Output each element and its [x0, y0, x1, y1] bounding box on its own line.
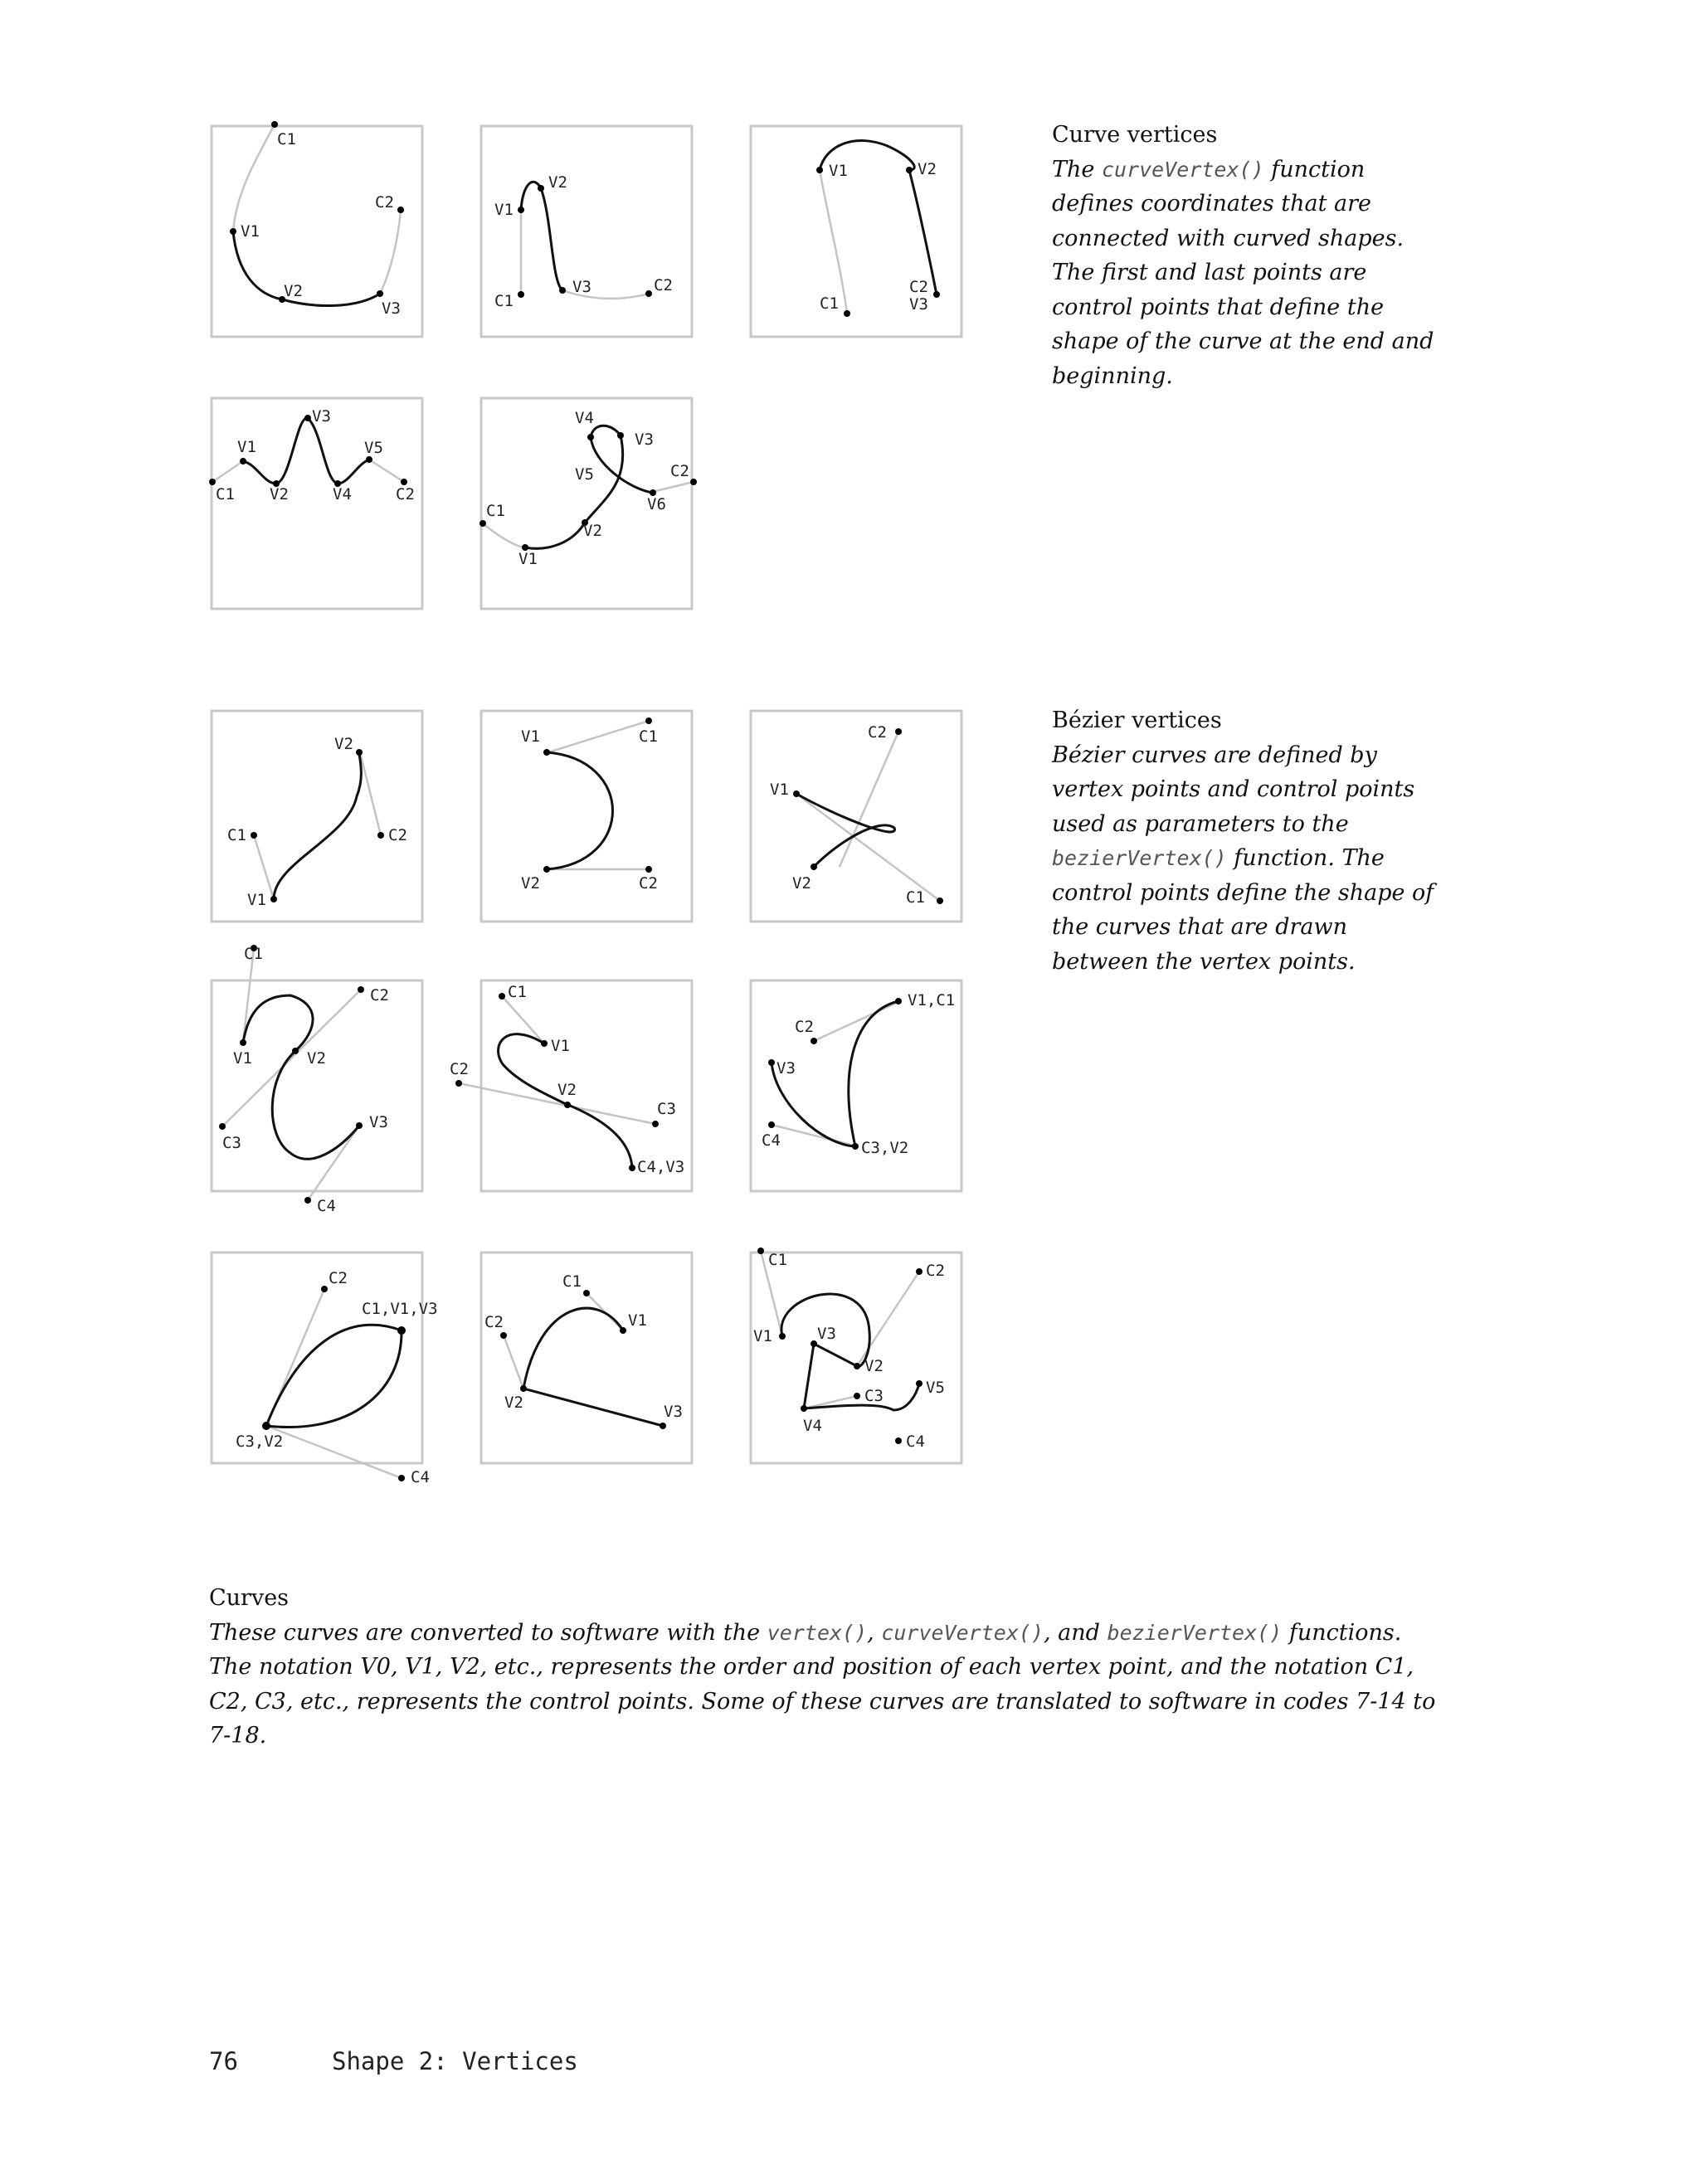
- point: [793, 790, 800, 797]
- point-label: V1: [494, 201, 514, 219]
- panel-frame: [751, 126, 961, 337]
- point-label: V2: [334, 735, 353, 753]
- bezier-vertices-caption: [1052, 703, 1442, 979]
- point: [645, 866, 652, 873]
- point-label: C2: [868, 723, 887, 742]
- point-label: V1: [551, 1037, 570, 1055]
- point-label: V3: [909, 295, 928, 314]
- point: [629, 1165, 635, 1171]
- point: [559, 287, 566, 294]
- point-label: C2: [388, 826, 407, 844]
- point-label: C2: [909, 278, 928, 296]
- point-label: V1,C1: [908, 991, 956, 1009]
- point: [358, 986, 364, 993]
- point-label: V4: [333, 485, 352, 503]
- caption-text: function. The control points define the shape of the curves that are drawn between the vertex points.: [1052, 845, 1434, 975]
- point-label: C4: [906, 1432, 925, 1451]
- point-label: V6: [647, 495, 666, 513]
- point-label: V3: [776, 1059, 796, 1077]
- point: [292, 1048, 299, 1054]
- point-label: V1: [237, 438, 256, 456]
- point-label: C4: [317, 1197, 336, 1215]
- point-label: V2: [521, 874, 540, 893]
- guide-line: [266, 1426, 402, 1478]
- point-label: C1: [906, 888, 925, 907]
- point: [520, 1385, 527, 1392]
- point: [209, 479, 216, 485]
- guide-line: [548, 721, 649, 752]
- point: [219, 1123, 226, 1130]
- curve: [243, 995, 359, 1159]
- caption-text: Bézier curves are defined by vertex points and control points used as parameters to the: [1052, 742, 1415, 837]
- point: [397, 1326, 406, 1335]
- point-label: C2: [484, 1313, 504, 1331]
- guide-line: [840, 732, 898, 867]
- curve: [233, 231, 380, 306]
- point-label: V2: [548, 173, 567, 192]
- function-name: curveVertex(): [881, 1620, 1044, 1645]
- point: [844, 310, 850, 317]
- point: [768, 1059, 775, 1066]
- panel-frame: [212, 398, 422, 609]
- point-label: V3: [635, 430, 654, 449]
- point: [801, 1405, 807, 1412]
- point-label: C2: [329, 1269, 348, 1287]
- guide-line: [483, 523, 525, 547]
- guide-line: [504, 1335, 523, 1389]
- point-label: V1: [233, 1049, 252, 1068]
- point-label: V1: [628, 1311, 647, 1330]
- point: [854, 1393, 860, 1399]
- point-label: V2: [557, 1081, 577, 1099]
- point: [538, 185, 544, 192]
- curve-vertices-caption: [1052, 118, 1442, 393]
- point-label: C4: [762, 1131, 781, 1150]
- caption-body: [209, 1616, 1453, 1651]
- panel-frame: [751, 711, 961, 922]
- point: [455, 1080, 462, 1087]
- point: [518, 291, 524, 298]
- point: [543, 866, 550, 873]
- caption-title: Curves: [209, 1585, 290, 1611]
- panel-frame: [751, 1253, 961, 1463]
- point: [906, 167, 913, 173]
- curve: [521, 182, 562, 290]
- point-label: V5: [575, 465, 594, 484]
- panel-frame: [481, 711, 692, 922]
- point-label: V3: [572, 278, 591, 296]
- point: [564, 1102, 571, 1108]
- guide-line: [360, 752, 381, 835]
- curve: [547, 752, 613, 869]
- point-label: V1: [247, 891, 266, 909]
- point-label: C2: [926, 1262, 945, 1280]
- point-label: C3: [864, 1387, 884, 1405]
- point: [356, 749, 363, 756]
- point-label: C2: [654, 276, 673, 294]
- curve: [266, 1325, 402, 1426]
- point: [401, 479, 407, 485]
- guide-line: [380, 210, 401, 294]
- point: [587, 434, 594, 440]
- point-label: V1: [829, 162, 848, 180]
- point: [398, 1475, 405, 1481]
- point: [620, 1327, 626, 1334]
- point: [583, 1290, 590, 1296]
- function-name: bezierVertex(): [1052, 846, 1227, 870]
- point-label: C2: [375, 193, 394, 212]
- point-label: V2: [583, 522, 602, 540]
- point: [933, 291, 940, 298]
- point-label: V1: [241, 222, 260, 241]
- point-label: V5: [364, 439, 383, 457]
- point: [321, 1286, 328, 1292]
- point-label: C3: [222, 1134, 241, 1152]
- point-label: C1,V1,V3: [362, 1300, 438, 1318]
- function-name: bezierVertex(): [1107, 1620, 1283, 1645]
- caption-text: , and: [1044, 1619, 1108, 1646]
- curves-caption: [209, 1581, 1453, 1754]
- point: [262, 1422, 270, 1430]
- point: [779, 1333, 786, 1340]
- point: [816, 167, 823, 173]
- point: [397, 207, 404, 213]
- point-label: V5: [926, 1379, 945, 1397]
- point: [645, 290, 652, 297]
- point: [271, 121, 278, 128]
- guide-line: [254, 835, 274, 899]
- point-label: C2: [450, 1060, 469, 1078]
- point-label: C1: [494, 292, 514, 310]
- point-label: C3,V2: [861, 1139, 909, 1157]
- chapter-title: Shape 2: Vertices: [332, 2047, 578, 2075]
- curve: [781, 1294, 919, 1410]
- point-label: C2: [670, 462, 689, 480]
- point-label: V1: [521, 727, 540, 746]
- point: [854, 1363, 860, 1369]
- point: [304, 1197, 311, 1204]
- point-label: C3,V2: [236, 1432, 284, 1451]
- caption-body: The notation V0, V1, V2, etc., represents the order and position of each vertex point, and the notation C1, C2, C3, etc., represents the control points. Some of these curves are translated to software in codes 7-14 to 7-18.: [209, 1654, 1436, 1749]
- guide-line: [796, 794, 940, 901]
- function-name: curveVertex(): [1101, 157, 1264, 182]
- point: [270, 896, 277, 902]
- caption-title: Curve vertices: [1052, 122, 1218, 148]
- point-label: C4,V3: [637, 1158, 685, 1176]
- point: [768, 1121, 775, 1128]
- panel-frame: [212, 711, 422, 922]
- caption-body: [1052, 153, 1442, 394]
- caption-text: ,: [867, 1619, 882, 1646]
- point: [251, 832, 257, 839]
- point-label: V2: [792, 874, 811, 893]
- point: [916, 1380, 923, 1387]
- point-label: C1: [486, 502, 505, 520]
- point: [895, 728, 902, 735]
- point: [895, 1437, 902, 1444]
- point: [240, 1039, 246, 1046]
- point-label: C1: [562, 1272, 582, 1291]
- point-label: C2: [639, 874, 658, 893]
- point: [811, 1340, 817, 1347]
- point-label: V2: [864, 1357, 884, 1375]
- curve: [243, 418, 369, 484]
- guide-line: [820, 170, 847, 314]
- point-label: C2: [795, 1018, 814, 1036]
- point: [500, 1332, 507, 1339]
- point: [852, 1143, 859, 1150]
- point-label: V3: [382, 299, 401, 318]
- panel-frame: [212, 1253, 422, 1463]
- point-label: V2: [504, 1394, 523, 1412]
- point: [366, 456, 372, 463]
- point-label: V3: [817, 1325, 836, 1343]
- curve: [274, 752, 361, 899]
- point: [377, 832, 384, 839]
- point-label: C4: [411, 1468, 430, 1486]
- point-label: V2: [284, 282, 303, 300]
- point: [240, 458, 246, 465]
- point-label: C1: [508, 983, 527, 1001]
- point-label: C1: [820, 294, 839, 313]
- point-label: C1: [244, 945, 263, 963]
- guide-line: [308, 1126, 359, 1200]
- point-label: V1: [518, 550, 538, 568]
- point-label: C2: [370, 986, 389, 1004]
- point-label: C1: [768, 1251, 787, 1269]
- guide-line: [814, 1001, 900, 1041]
- point-label: V3: [369, 1113, 388, 1131]
- caption-text: functions.: [1282, 1619, 1402, 1646]
- caption-title: Bézier vertices: [1052, 708, 1222, 733]
- point: [916, 1268, 923, 1275]
- point-label: V4: [575, 409, 594, 427]
- point-label: V4: [803, 1417, 822, 1435]
- point: [230, 228, 236, 235]
- point: [895, 998, 902, 1004]
- point-label: V2: [270, 485, 289, 503]
- point: [811, 863, 817, 870]
- point: [543, 749, 550, 756]
- point: [377, 290, 383, 297]
- point-label: V1: [770, 781, 789, 799]
- point: [518, 207, 524, 213]
- page-number: 76: [209, 2047, 238, 2075]
- point: [499, 993, 505, 1000]
- point-label: C2: [396, 485, 415, 503]
- point-label: V1: [753, 1327, 772, 1345]
- point-label: C1: [216, 485, 235, 503]
- guide-line: [212, 461, 243, 482]
- point-label: C1: [639, 727, 658, 746]
- point-label: V3: [664, 1403, 683, 1421]
- point: [811, 1038, 817, 1044]
- point-label: C1: [227, 826, 246, 844]
- point-label: C1: [277, 130, 296, 148]
- point: [690, 479, 697, 485]
- panel-frame: [751, 980, 961, 1191]
- point: [617, 432, 624, 439]
- point: [757, 1248, 764, 1254]
- point-label: C3: [657, 1100, 676, 1118]
- point-label: V2: [918, 160, 937, 178]
- caption-text: function defines coordinates that are connected with curved shapes. The first and last points are control points that define the shape of the curve at the end and beginning.: [1052, 156, 1434, 389]
- function-name: vertex(): [767, 1620, 868, 1645]
- point: [660, 1423, 666, 1429]
- point-label: V2: [307, 1049, 326, 1068]
- guide-line: [233, 124, 275, 231]
- caption-text: These curves are converted to software with the: [209, 1619, 767, 1646]
- point-label: V3: [312, 407, 331, 426]
- point: [645, 717, 652, 724]
- point: [541, 1040, 548, 1047]
- point: [304, 415, 311, 421]
- panel-frame: [212, 980, 422, 1191]
- point: [652, 1121, 659, 1127]
- guide-line: [369, 460, 404, 482]
- guide-line: [772, 1125, 858, 1146]
- caption-body: [1052, 738, 1442, 980]
- point: [480, 520, 486, 527]
- point: [356, 1122, 363, 1129]
- caption-text: The: [1052, 156, 1102, 182]
- point: [937, 897, 943, 904]
